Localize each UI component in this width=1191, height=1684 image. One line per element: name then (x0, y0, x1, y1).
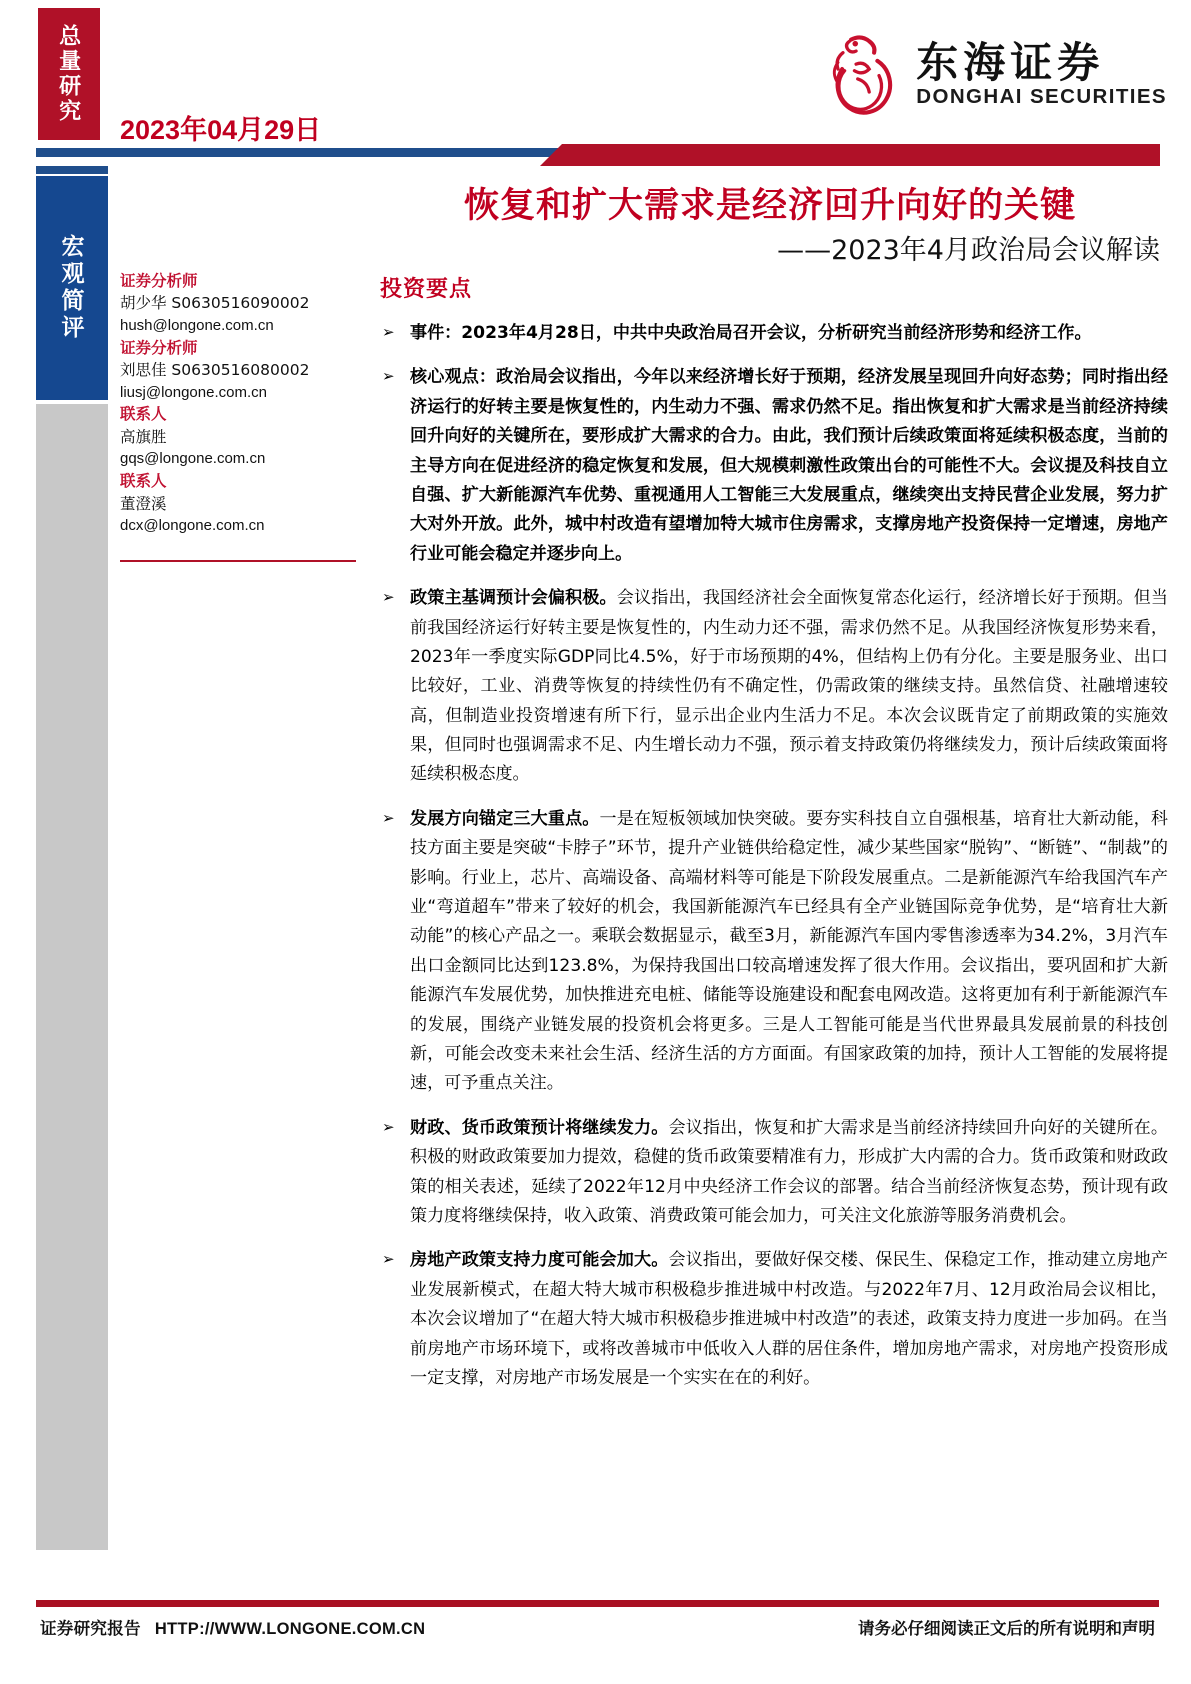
bullet-arrow-icon: ➢ (382, 323, 395, 341)
bullet-text: 2023年4月28日，中共中央政治局召开会议，分析研究当前经济形势和经济工作。 (461, 323, 1092, 343)
logo-chinese-name: 东海证券 (916, 37, 1105, 87)
page-title: 恢复和扩大需求是经济回升向好的关键 (463, 186, 1076, 226)
body-bullet (380, 1246, 1168, 1393)
footer-disclaimer: 请务必仔细阅读正文后的所有说明和声明 (858, 1619, 1155, 1638)
analyst-name: 董澄溪 (120, 494, 167, 513)
category-tab: 总量研究 (38, 8, 100, 140)
body-bullet (380, 363, 1168, 569)
bullet-lead: 核心观点： (410, 367, 497, 388)
analyst-email[interactable]: liusj@longone.com.cn (120, 383, 267, 401)
analyst-role: 证券分析师 (120, 338, 198, 357)
bullet-lead: 财政、货币政策预计将继续发力。 (410, 1117, 669, 1138)
analyst-name: 刘思佳 S0630516080002 (120, 361, 310, 380)
analyst-role: 联系人 (120, 405, 167, 424)
analyst-panel (120, 270, 356, 537)
report-date: 2023年04月29日 (120, 115, 322, 145)
bullet-arrow-icon: ➢ (382, 1117, 395, 1136)
analyst-email[interactable]: dcx@longone.com.cn (120, 517, 265, 534)
bullet-arrow-icon: ➢ (382, 1250, 395, 1269)
bullet-text: 会议指出，要做好保交楼、保民生、保稳定工作，推动建立房地产业发展新模式，在超大特大城市积极稳步推进城中村改造。与2022年7月、12月政治局会议相比，本次会议增加了“在超大特大城市积极稳步推进城中村改造”的表述，政策支持力度进一步加码。在当前房地产市场环境下，或将改善城市中低收入人群的居住条件，增加房地产需求，对房地产投资形成一定支撑，对房地产市场发展是一个实实在在的利好。 (410, 1250, 1169, 1388)
sidebar-section-tab: 宏观简评 (36, 176, 108, 400)
analyst-panel-divider (120, 560, 356, 562)
analyst-name: 胡少华 S0630516090002 (120, 294, 310, 313)
bullet-arrow-icon: ➢ (382, 808, 395, 827)
donghai-dragon-logo-icon (820, 28, 902, 120)
report-body (380, 272, 1168, 1408)
bullet-arrow-icon: ➢ (382, 588, 395, 607)
analyst-name: 高旗胜 (120, 427, 167, 446)
page-header (0, 0, 1191, 160)
analyst-email[interactable]: gqs@longone.com.cn (120, 450, 266, 468)
investment-highlights-heading: 投资要点 (380, 277, 473, 302)
bullet-lead: 房地产政策支持力度可能会加大。 (410, 1250, 669, 1271)
analyst-role: 联系人 (120, 472, 167, 491)
footer-rule (36, 1600, 1159, 1607)
bullet-lead: 发展方向锚定三大重点。 (410, 808, 600, 829)
header-blue-stub (36, 166, 108, 174)
analyst-role: 证券分析师 (120, 272, 198, 290)
body-bullet (380, 1114, 1168, 1232)
footer-left (40, 1615, 425, 1639)
logo-english-name: DONGHAI SECURITIES (916, 84, 1167, 108)
bullet-lead: 事件： (410, 323, 462, 343)
bullet-text: 会议指出，我国经济社会全面恢复常态化运行，经济增长好于预期。但当前我国经济运行好转主要是恢复性的，内生动力还不强，需求仍然不足。从我国经济恢复形势来看，2023年一季度实际GDP同比4.5%，好于市场预期的4%，但结构上仍有分化。主要是服务业、出口比较好，工业、消费等恢复的持续性仍有不确定性，仍需政策的继续支持。虽然信贷、社融增速较高，但制造业投资增速有所下行，显示出企业内生活力不足。本次会议既肯定了前期政策的实施效果，但同时也强调需求不足、内生增长动力不强，预示着支持政策仍将继续发力，预计后续政策面将延续积极态度。 (410, 588, 1168, 785)
footer-url[interactable]: HTTP://WWW.LONGONE.COM.CN (154, 1620, 426, 1638)
bullet-text: 会议指出，恢复和扩大需求是当前经济持续回升向好的关键所在。积极的财政政策要加力提效，稳健的货币政策要精准有力，形成扩大内需的合力。货币政策和财政政策的相关表述，延续了2022年12月中央经济工作会议的部署。结合当前经济恢复态势，预计现有政策力度将继续保持，收入政策、消费政策可能会加力，可关注文化旅游等服务消费机会。 (410, 1117, 1169, 1226)
bullet-list (380, 319, 1168, 1393)
body-bullet (380, 584, 1168, 790)
body-bullet (380, 805, 1168, 1099)
header-red-banner (540, 144, 1160, 166)
analyst-email[interactable]: hush@longone.com.cn (120, 316, 274, 334)
bullet-lead: 政策主基调预计会偏积极。 (410, 588, 617, 609)
company-logo (820, 28, 1167, 120)
bullet-arrow-icon: ➢ (382, 367, 395, 386)
bullet-text: 一是在短板领域加快突破。要夯实科技自立自强根基，培育壮大新动能，科技方面主要是突破“卡脖子”环节，提升产业链供给稳定性，减少某些国家“脱钩”、“断链”、“制裁”的影响。行业上，芯片、高端设备、高端材料等可能是下阶段发展重点。二是新能源汽车给我国汽车产业“弯道超车”带来了较好的机会，我国新能源汽车已经具有全产业链国际竞争优势，是“培育壮大新动能”的核心产品之一。乘联会数据显示，截至3月，新能源汽车国内零售渗透率为34.2%，3月汽车出口金额同比达到123.8%，为保持我国出口较高增速发挥了很大作用。会议指出，要巩固和扩大新能源汽车发展优势，加快推进充电桩、储能等设施建设和配套电网改造。这将更加有利于新能源汽车的发展，围绕产业链发展的投资机会将更多。三是人工智能可能是当代世界最具发展前景的科技创新，可能会改变未来社会生活、经济生活的方方面面。有国家政策的加持，预计人工智能的发展将提速，可予重点关注。 (410, 808, 1169, 1094)
footer-report-label: 证券研究报告 (40, 1619, 141, 1638)
body-bullet (380, 319, 1168, 348)
sidebar-gray-rail (36, 404, 108, 1550)
bullet-text: 政治局会议指出，今年以来经济增长好于预期，经济发展呈现回升向好态势；同时指出经济运行的好转主要是恢复性的，内生动力不强、需求仍然不足。指出恢复和扩大需求是当前经济持续回升向好的关键所在，要形成扩大需求的合力。由此，我们预计后续政策面将延续积极态度，当前的主导方向在促进经济的稳定恢复和发展，但大规模刺激性政策出台的可能性不大。会议提及科技自立自强、扩大新能源汽车优势、重视通用人工智能三大发展重点，继续突出支持民营企业发展，努力扩大对外开放。此外，城中村改造有望增加特大城市住房需求，支撑房地产投资保持一定增速，房地产行业可能会稳定并逐步向上。 (410, 367, 1169, 564)
page-subtitle: ——2023年4月政治局会议解读 (777, 235, 1160, 266)
